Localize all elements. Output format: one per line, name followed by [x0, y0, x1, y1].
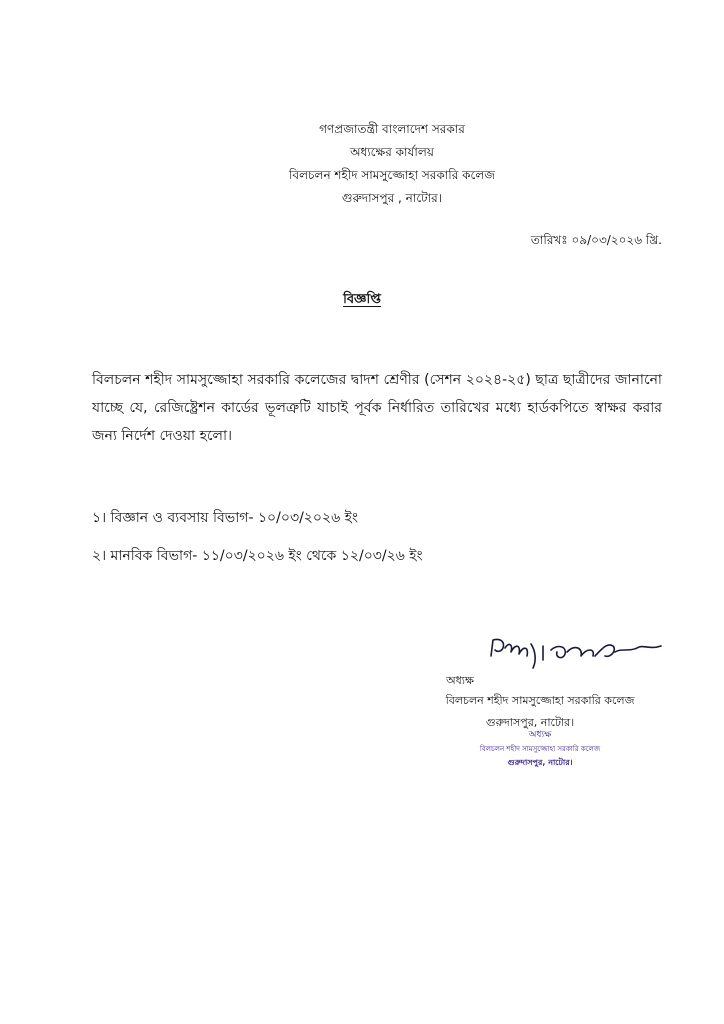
schedule-item-science-business: ১। বিজ্ঞান ও ব্যবসায় বিভাগ- ১০/০৩/২০২৬ ইং: [92, 510, 358, 526]
stamp-college: বিলচলন শহীদ সামসুজ্জোহা সরকারি কলেজ: [479, 745, 601, 753]
college-name: বিলচলন শহীদ সামসুজ্জোহা সরকারি কলেজ: [288, 168, 496, 182]
notice-body: বিলচলন শহীদ সামসুজ্জোহা সরকারি কলেজের দ্বাদশ শ্রেণীর (সেশন ২০২৪-২৫) ছাত্র ছাত্রীদের জানানো যাচ্ছে যে, রেজিষ্ট্রেশন কার্ডের ভূলত্রুটি যাচাই পূর্বক নির্ধারিত তারিখের মধ্যে হার্ডকপিতে স্বাক্ষর করার জন্য নির্দেশ দেওয়া হলো।: [92, 372, 662, 444]
office-name: অধ্যক্ষের কার্যালয়: [350, 145, 434, 159]
schedule-item-humanities: ২। মানবিক বিভাগ- ১১/০৩/২০২৬ ইং থেকে ১২/০৩/২৬ ইং: [92, 548, 423, 564]
notice-date: তারিখঃ ০৯/০৩/২০২৬ খ্রি.: [530, 233, 662, 247]
stamp-address: গুরুদাসপুর, নাটোর।: [507, 758, 573, 767]
official-seal-stamp: [430, 728, 650, 770]
letterhead: [0, 118, 724, 210]
college-address: গুরুদাসপুর , নাটোর।: [341, 191, 443, 205]
signatory-title: অধ্যক্ষ: [446, 674, 474, 687]
principal-signature: [487, 630, 667, 674]
stamp-title: অধ্যক্ষ: [528, 730, 552, 740]
notice-title: [0, 290, 724, 311]
signatory-college: বিলচলন শহীদ সামসুজ্জোহা সরকারি কলেজ: [445, 694, 635, 707]
signatory-address: গুরুদাসপুর, নাটোর।: [485, 716, 575, 729]
notice-title-text: বিজ্ঞপ্তি: [343, 292, 381, 307]
government-name: গণপ্রজাতন্ত্রী বাংলাদেশ সরকার: [319, 122, 465, 136]
